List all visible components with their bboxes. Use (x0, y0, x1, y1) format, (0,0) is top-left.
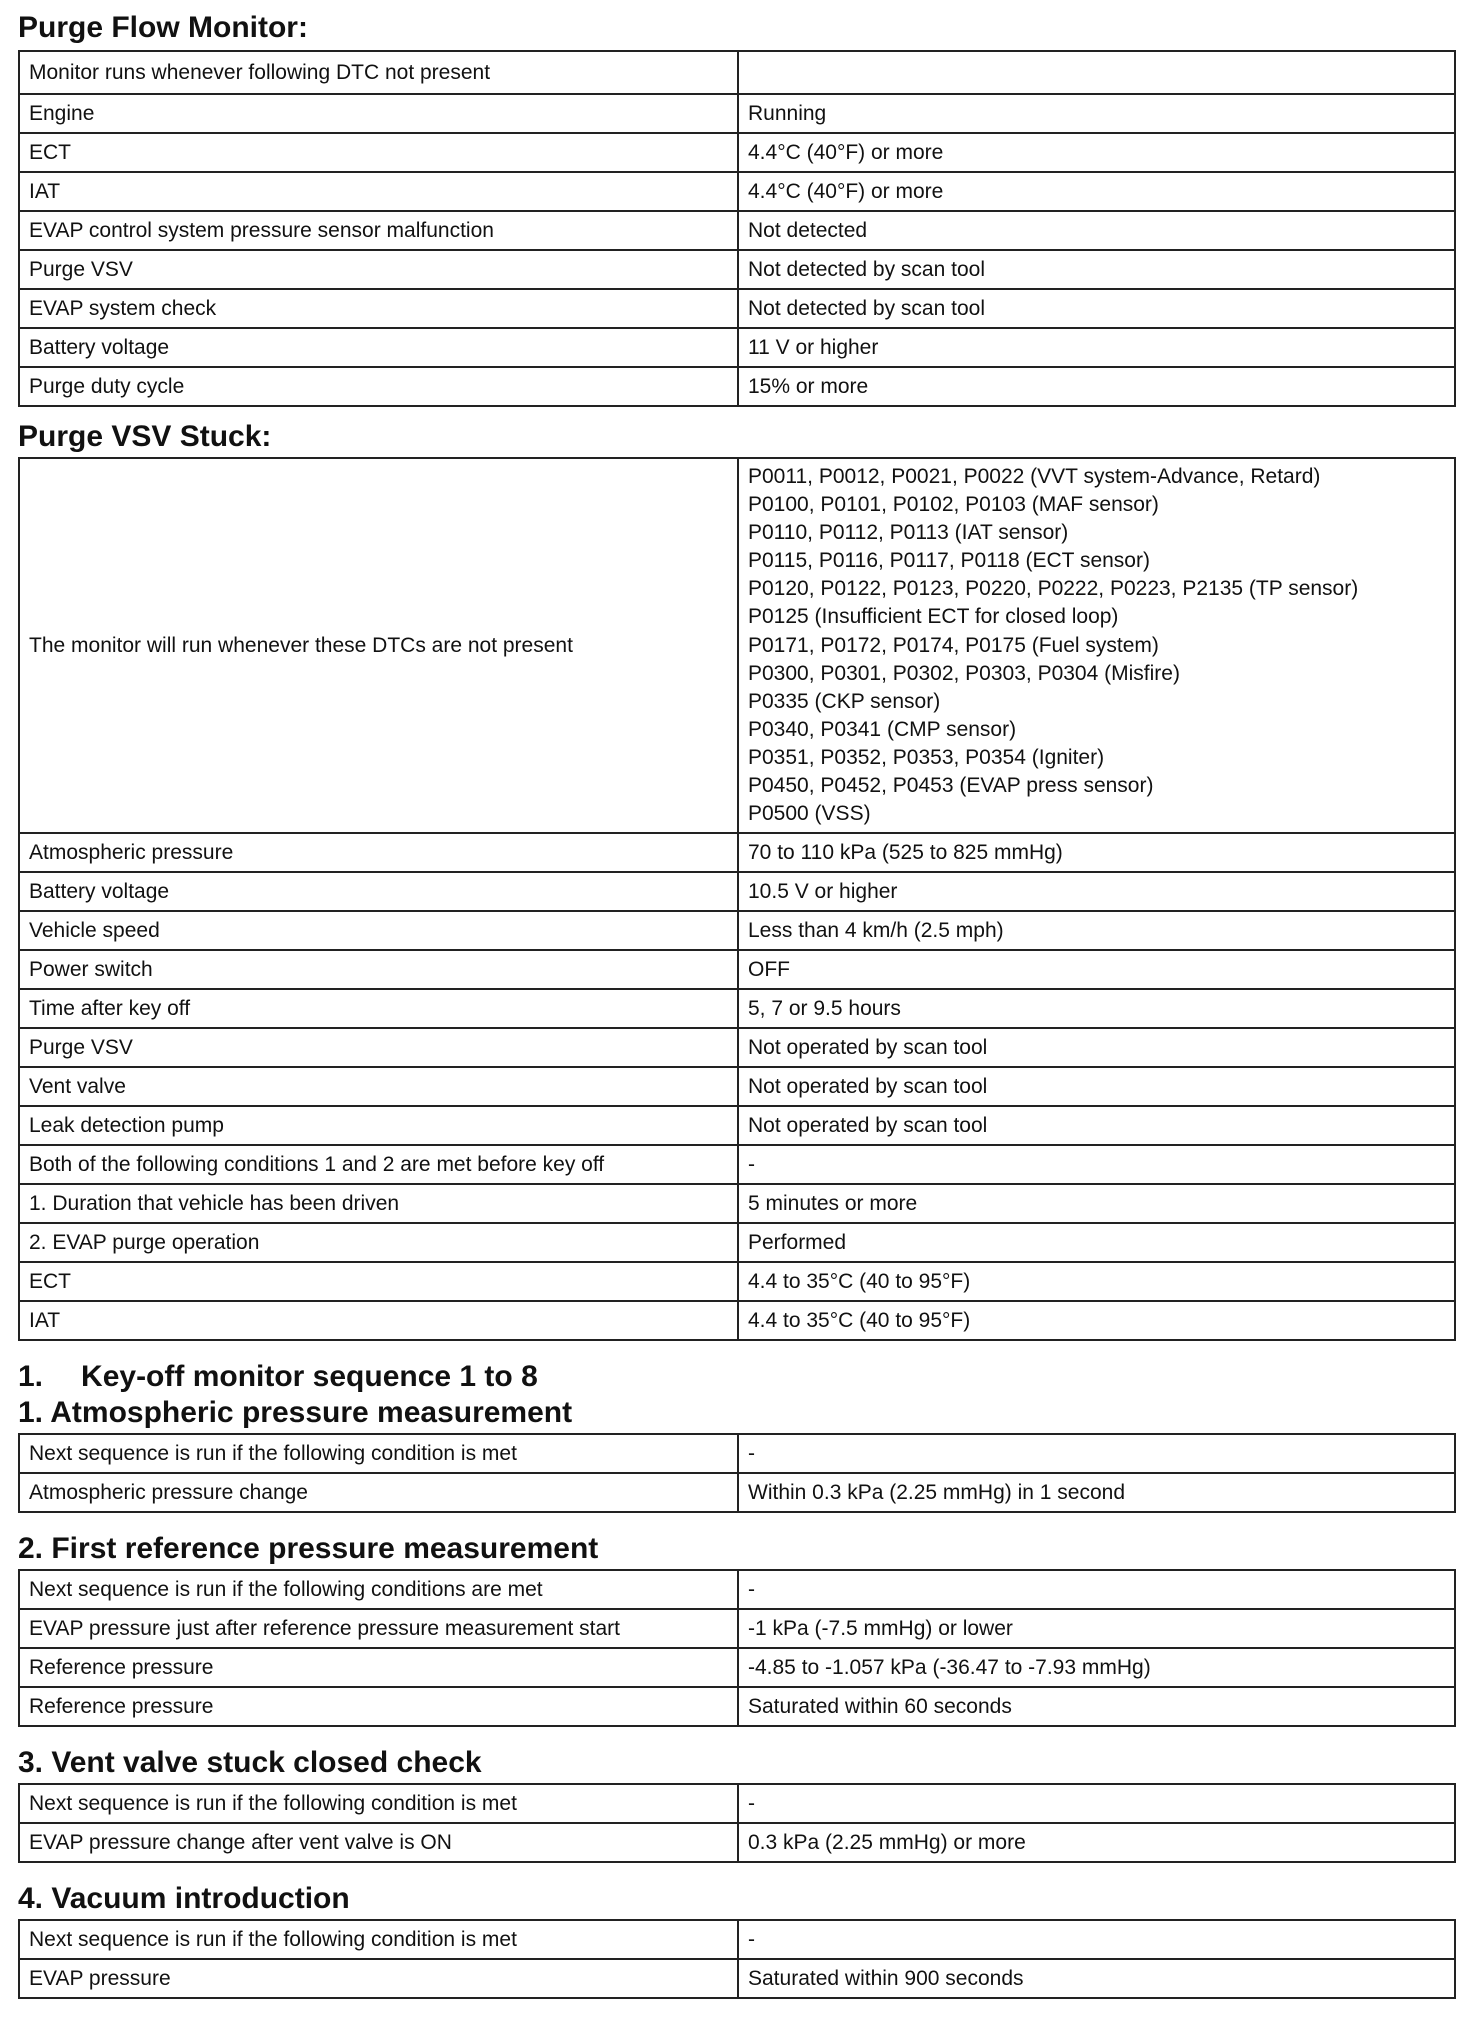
condition-value: 15% or more (738, 367, 1455, 406)
condition-value: 4.4 to 35°C (40 to 95°F) (738, 1301, 1455, 1340)
condition-label: Purge VSV (19, 250, 738, 289)
condition-value (738, 51, 1455, 94)
table-row (19, 1262, 1455, 1301)
table-row (19, 1570, 1455, 1609)
condition-value: 70 to 110 kPa (525 to 825 mmHg) (738, 833, 1455, 872)
table-row (19, 289, 1455, 328)
dtc-line: P0500 (VSS) (748, 802, 871, 826)
table-row (19, 1823, 1455, 1862)
condition-label: Atmospheric pressure (19, 833, 738, 872)
dtc-line: P0011, P0012, P0021, P0022 (VVT system-Advance, Retard) (748, 465, 1321, 488)
condition-label: Next sequence is run if the following condition is met (19, 1434, 738, 1473)
dtc-line: P0125 (Insufficient ECT for closed loop) (748, 605, 1119, 629)
key-off-title-text: Key-off monitor sequence 1 to 8 (81, 1360, 538, 1394)
seq1-table (18, 1433, 1456, 1513)
seq4-table (18, 1919, 1456, 1999)
condition-value: 5, 7 or 9.5 hours (738, 989, 1455, 1028)
condition-value: Not detected by scan tool (738, 250, 1455, 289)
table-row (19, 1648, 1455, 1687)
purge-vsv-stuck-table (18, 457, 1456, 1341)
table-row (19, 911, 1455, 950)
dtc-line: P0100, P0101, P0102, P0103 (MAF sensor) (748, 493, 1159, 517)
condition-label: Engine (19, 94, 738, 133)
condition-label: Next sequence is run if the following condition is met (19, 1920, 738, 1959)
purge-flow-title: Purge Flow Monitor: (18, 11, 308, 44)
condition-value: Not detected by scan tool (738, 289, 1455, 328)
condition-label: Battery voltage (19, 328, 738, 367)
condition-value: - (738, 1784, 1455, 1823)
condition-value: - (738, 1920, 1455, 1959)
condition-value: 0.3 kPa (2.25 mmHg) or more (738, 1823, 1455, 1862)
condition-value: - (738, 1434, 1455, 1473)
table-row (19, 133, 1455, 172)
table-row (19, 367, 1455, 406)
dtc-line: P0110, P0112, P0113 (IAT sensor) (748, 521, 1069, 545)
seq2-table (18, 1569, 1456, 1727)
table-row (19, 1301, 1455, 1340)
condition-label: ECT (19, 1262, 738, 1301)
condition-value: Not operated by scan tool (738, 1067, 1455, 1106)
condition-label: Atmospheric pressure change (19, 1473, 738, 1512)
table-row (19, 328, 1455, 367)
table-row (19, 872, 1455, 911)
table-row (19, 1028, 1455, 1067)
seq3-title: 3. Vent valve stuck closed check (18, 1746, 482, 1780)
table-row (19, 1609, 1455, 1648)
dtc-line: P0300, P0301, P0302, P0303, P0304 (Misfire) (748, 661, 1180, 685)
condition-label: Next sequence is run if the following condition is met (19, 1784, 738, 1823)
condition-label: Next sequence is run if the following conditions are met (19, 1570, 738, 1609)
document-page (18, 0, 1456, 1999)
table-row (19, 250, 1455, 289)
dtc-condition-label: The monitor will run whenever these DTCs are not present (19, 458, 738, 833)
condition-label: Purge VSV (19, 1028, 738, 1067)
condition-value: Running (738, 94, 1455, 133)
table-row (19, 1687, 1455, 1726)
condition-label: 1. Duration that vehicle has been driven (19, 1184, 738, 1223)
condition-value: 5 minutes or more (738, 1184, 1455, 1223)
condition-value: 4.4 to 35°C (40 to 95°F) (738, 1262, 1455, 1301)
condition-value: Within 0.3 kPa (2.25 mmHg) in 1 second (738, 1473, 1455, 1512)
condition-label: ECT (19, 133, 738, 172)
condition-value: Not detected (738, 211, 1455, 250)
key-off-sequence-title (18, 1359, 1456, 1395)
table-row (19, 1434, 1455, 1473)
condition-label: Vehicle speed (19, 911, 738, 950)
table-row (19, 950, 1455, 989)
table-row (19, 989, 1455, 1028)
dtc-line: P0171, P0172, P0174, P0175 (Fuel system) (748, 633, 1159, 657)
dtc-line: P0115, P0116, P0117, P0118 (ECT sensor) (748, 549, 1150, 573)
condition-label: EVAP system check (19, 289, 738, 328)
condition-value: Not operated by scan tool (738, 1028, 1455, 1067)
condition-label: Reference pressure (19, 1687, 738, 1726)
condition-label: 2. EVAP purge operation (19, 1223, 738, 1262)
condition-label: IAT (19, 172, 738, 211)
condition-value: 4.4°C (40°F) or more (738, 133, 1455, 172)
condition-label: Both of the following conditions 1 and 2 are met before key off (19, 1145, 738, 1184)
table-row (19, 1959, 1455, 1998)
table-row (19, 172, 1455, 211)
condition-value: - (738, 1145, 1455, 1184)
purge-vsv-stuck-title: Purge VSV Stuck: (18, 420, 272, 453)
condition-label: Power switch (19, 950, 738, 989)
condition-value: Performed (738, 1223, 1455, 1262)
table-row (19, 1106, 1455, 1145)
condition-value: 10.5 V or higher (738, 872, 1455, 911)
condition-value: Saturated within 60 seconds (738, 1687, 1455, 1726)
purge-flow-table (18, 50, 1456, 407)
condition-label: Time after key off (19, 989, 738, 1028)
table-row (19, 1223, 1455, 1262)
table-row (19, 1145, 1455, 1184)
condition-value: - (738, 1570, 1455, 1609)
table-row (19, 1184, 1455, 1223)
condition-label: Leak detection pump (19, 1106, 738, 1145)
condition-value: OFF (738, 950, 1455, 989)
condition-label: EVAP pressure (19, 1959, 738, 1998)
table-row (19, 211, 1455, 250)
condition-value: 11 V or higher (738, 328, 1455, 367)
table-row (19, 458, 1455, 833)
table-row (19, 1920, 1455, 1959)
condition-value: Saturated within 900 seconds (738, 1959, 1455, 1998)
condition-label: EVAP control system pressure sensor malfunction (19, 211, 738, 250)
dtc-list (738, 458, 1455, 833)
condition-label: Vent valve (19, 1067, 738, 1106)
seq3-table (18, 1783, 1456, 1863)
condition-value: Less than 4 km/h (2.5 mph) (738, 911, 1455, 950)
condition-label: EVAP pressure just after reference pressure measurement start (19, 1609, 738, 1648)
table-row (19, 1473, 1455, 1512)
dtc-line: P0335 (CKP sensor) (748, 689, 941, 713)
dtc-line: P0340, P0341 (CMP sensor) (748, 717, 1017, 741)
table-row (19, 1784, 1455, 1823)
condition-value: -1 kPa (-7.5 mmHg) or lower (738, 1609, 1455, 1648)
condition-label: Battery voltage (19, 872, 738, 911)
condition-value: -4.85 to -1.057 kPa (-36.47 to -7.93 mmHg) (738, 1648, 1455, 1687)
table-row (19, 1067, 1455, 1106)
condition-label: EVAP pressure change after vent valve is ON (19, 1823, 738, 1862)
condition-value: 4.4°C (40°F) or more (738, 172, 1455, 211)
seq2-title: 2. First reference pressure measurement (18, 1532, 599, 1566)
condition-label: Purge duty cycle (19, 367, 738, 406)
table-row (19, 94, 1455, 133)
condition-label: IAT (19, 1301, 738, 1340)
seq4-title: 4. Vacuum introduction (18, 1882, 350, 1916)
dtc-line: P0120, P0122, P0123, P0220, P0222, P0223, P2135 (TP sensor) (748, 577, 1359, 601)
seq1-title: 1. Atmospheric pressure measurement (18, 1396, 573, 1430)
dtc-line: P0351, P0352, P0353, P0354 (Igniter) (748, 745, 1105, 769)
dtc-line: P0450, P0452, P0453 (EVAP press sensor) (748, 774, 1154, 798)
condition-value: Not operated by scan tool (738, 1106, 1455, 1145)
condition-label: Monitor runs whenever following DTC not present (19, 51, 738, 94)
condition-label: Reference pressure (19, 1648, 738, 1687)
table-row (19, 51, 1455, 94)
key-off-number: 1. (18, 1360, 44, 1394)
table-row (19, 833, 1455, 872)
